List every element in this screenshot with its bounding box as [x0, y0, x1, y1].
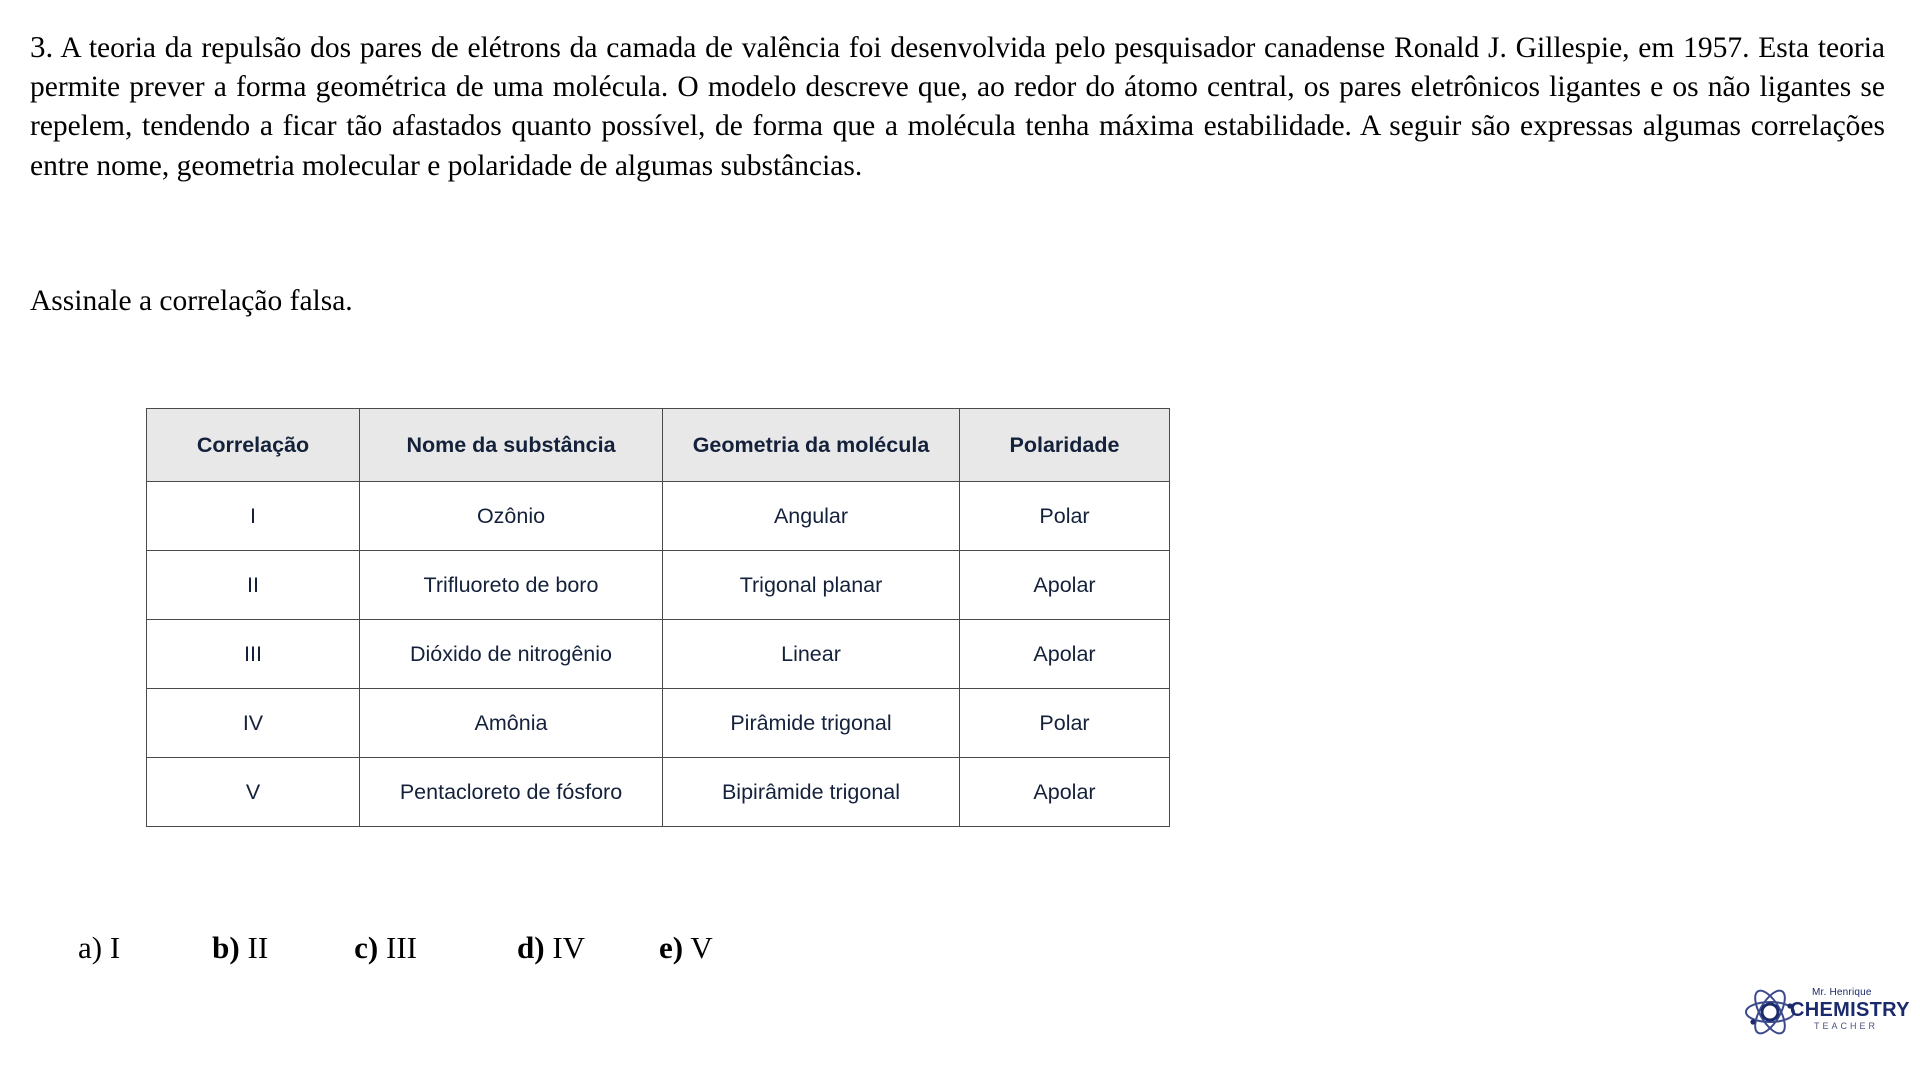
cell-correlacao: V	[147, 758, 360, 827]
cell-geometria: Angular	[663, 482, 960, 551]
cell-polaridade: Polar	[960, 482, 1170, 551]
alternative-c[interactable]	[354, 930, 417, 966]
alternative-b-value: II	[247, 930, 269, 965]
alternative-c-letter: c)	[354, 930, 379, 965]
cell-correlacao: I	[147, 482, 360, 551]
cell-correlacao: IV	[147, 689, 360, 758]
table-header-row	[147, 409, 1170, 482]
table-row	[147, 551, 1170, 620]
cell-geometria: Pirâmide trigonal	[663, 689, 960, 758]
cell-polaridade: Apolar	[960, 551, 1170, 620]
table-header-nome: Nome da substância	[360, 409, 663, 482]
table-row	[147, 689, 1170, 758]
correlation-table	[146, 408, 1170, 827]
table-row	[147, 758, 1170, 827]
question-statement	[30, 26, 1885, 186]
question-instruction: Assinale a correlação falsa.	[30, 285, 353, 317]
alternative-e-value: V	[690, 930, 713, 965]
cell-nome: Pentacloreto de fósforo	[360, 758, 663, 827]
alternative-e-letter: e)	[659, 930, 684, 965]
table-row	[147, 620, 1170, 689]
cell-correlacao: II	[147, 551, 360, 620]
alternative-b-letter: b)	[212, 930, 240, 965]
alternative-e[interactable]	[659, 930, 713, 966]
alternative-a-value: I	[109, 930, 121, 965]
cell-nome: Ozônio	[360, 482, 663, 551]
atom-icon	[1744, 986, 1796, 1038]
alternative-d[interactable]	[517, 930, 585, 966]
logo-sub-line: TEACHER	[1814, 1021, 1879, 1031]
question-number: 3.	[30, 29, 54, 64]
cell-polaridade: Apolar	[960, 620, 1170, 689]
alternative-a[interactable]	[78, 930, 120, 966]
logo-main-line: CHEMISTRY	[1790, 999, 1910, 1021]
cell-geometria: Bipirâmide trigonal	[663, 758, 960, 827]
cell-nome: Amônia	[360, 689, 663, 758]
table-header-geometria: Geometria da molécula	[663, 409, 960, 482]
alternative-d-letter: d)	[516, 930, 545, 965]
cell-nome: Trifluoreto de boro	[360, 551, 663, 620]
table-row	[147, 482, 1170, 551]
question-text: A teoria da repulsão dos pares de elétrons da camada de valência foi desenvolvida pelo pesquisador canadense Ronald J. Gillespie, em 1957. Esta teoria permite prever a forma geométrica de uma molécula. O modelo descreve que, ao redor do átomo central, os pares eletrônicos ligantes e os não ligantes se repelem, tendendo a ficar tão afastados quanto possível, de forma que a molécula tenha máxima estabilidade. A seguir são expressas algumas correlações entre nome, geometria molecular e polaridade de algumas substâncias.	[30, 32, 1886, 182]
cell-polaridade: Apolar	[960, 758, 1170, 827]
alternatives-row	[78, 930, 713, 966]
alternative-a-letter: a)	[78, 930, 103, 965]
alternative-d-value: IV	[552, 930, 586, 965]
logo-top-line: Mr. Henrique	[1812, 987, 1872, 998]
alternative-b[interactable]	[212, 930, 268, 966]
cell-geometria: Linear	[663, 620, 960, 689]
table-header-polaridade: Polaridade	[960, 409, 1170, 482]
cell-correlacao: III	[147, 620, 360, 689]
cell-nome: Dióxido de nitrogênio	[360, 620, 663, 689]
correlation-table-wrapper	[146, 408, 1170, 827]
cell-geometria: Trigonal planar	[663, 551, 960, 620]
brand-logo	[1744, 980, 1910, 1044]
table-header-correlacao: Correlação	[147, 409, 360, 482]
alternative-c-value: III	[386, 930, 417, 965]
cell-polaridade: Polar	[960, 689, 1170, 758]
